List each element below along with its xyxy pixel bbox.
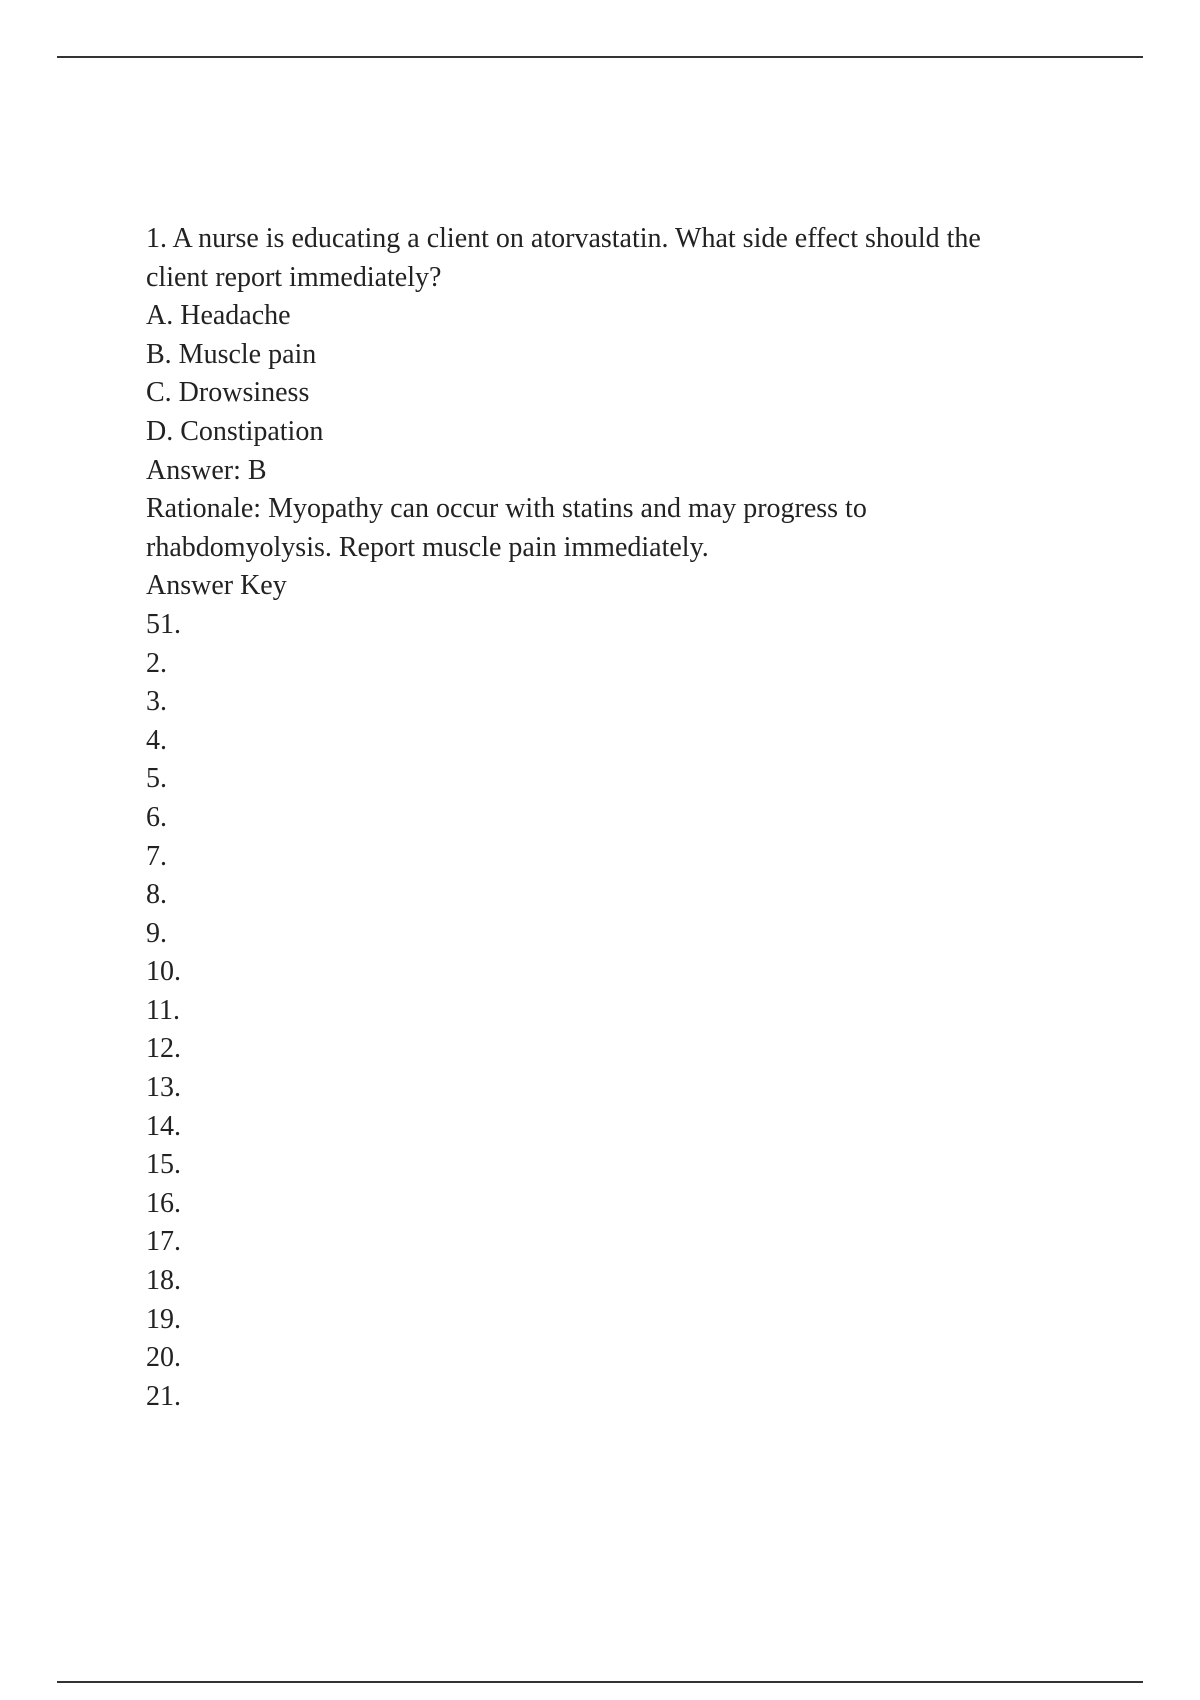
- answer-key-heading: Answer Key: [146, 570, 287, 602]
- footer-rule: [57, 1681, 1143, 1683]
- option-c: C. Drowsiness: [146, 377, 310, 409]
- option-d: D. Constipation: [146, 415, 324, 447]
- answer-key-item: 11.: [146, 994, 180, 1026]
- answer-key-item: 7.: [146, 840, 167, 872]
- answer-key-item: 14.: [146, 1110, 181, 1142]
- header-rule: [57, 56, 1143, 58]
- answer-key-item: 15.: [146, 1149, 181, 1181]
- answer-key-item: 51.: [146, 608, 181, 640]
- answer-key-item: 8.: [146, 879, 167, 911]
- answer-key-item: 17.: [146, 1226, 181, 1258]
- answer-key-item: 4.: [146, 724, 167, 756]
- answer-key-item: 3.: [146, 686, 167, 718]
- answer-key-item: 2.: [146, 647, 167, 679]
- answer-key-item: 21.: [146, 1380, 181, 1412]
- answer-key-item: 9.: [146, 917, 167, 949]
- answer-key-item: 10.: [146, 956, 181, 988]
- answer-key-item: 19.: [146, 1303, 181, 1335]
- answer-key-item: 13.: [146, 1072, 181, 1104]
- answer-key-item: 20.: [146, 1342, 181, 1374]
- option-a: A. Headache: [146, 300, 291, 332]
- answer-key-list: [146, 606, 1046, 1416]
- answer-key-item: 6.: [146, 801, 167, 833]
- rationale: Rationale: Myopathy can occur with statins and may progress to rhabdomyolysis. Report muscle pain immediately.: [146, 493, 867, 563]
- page-content: [146, 220, 1046, 1416]
- answer-line: Answer: B: [146, 454, 267, 486]
- option-b: B. Muscle pain: [146, 338, 317, 370]
- answer-key-item: 12.: [146, 1033, 181, 1065]
- answer-key-item: 5.: [146, 763, 167, 795]
- question-stem: 1. A nurse is educating a client on atorvastatin. What side effect should the client report immediately?: [146, 223, 981, 293]
- answer-key-item: 18.: [146, 1265, 181, 1297]
- answer-key-item: 16.: [146, 1187, 181, 1219]
